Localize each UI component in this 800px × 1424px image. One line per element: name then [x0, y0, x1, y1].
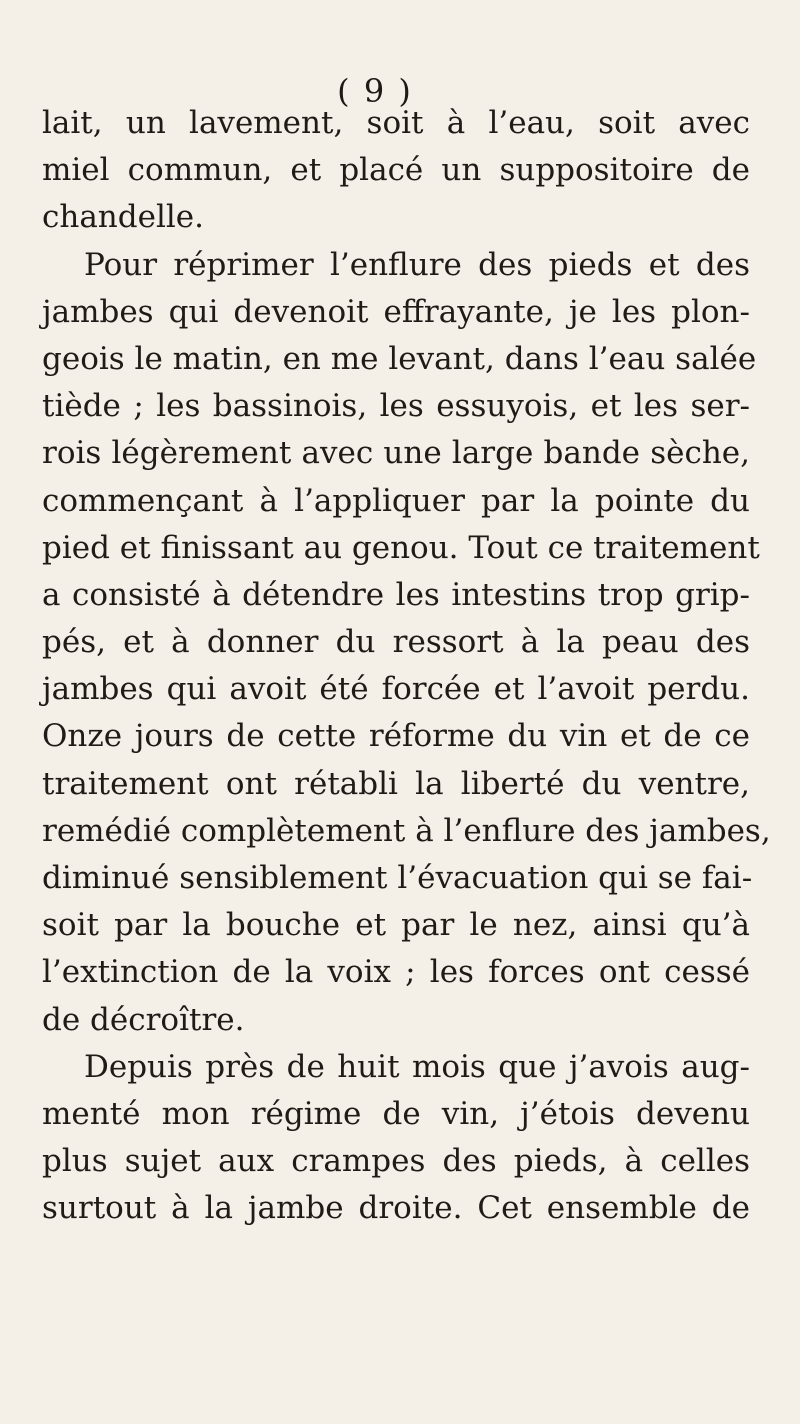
- text-line: menté mon régime de vin, j’étois devenu: [42, 1095, 750, 1132]
- text-line: a consisté à détendre les intestins trop grip-: [42, 576, 750, 613]
- text-line: pied et finissant au genou. Tout ce traitement: [42, 529, 760, 566]
- text-line: Depuis près de huit mois que j’avois aug-: [84, 1048, 750, 1085]
- page-number: ( 9 ): [337, 72, 413, 110]
- text-line: plus sujet aux crampes des pieds, à celles: [42, 1143, 750, 1180]
- text-line: l’extinction de la voix ; les forces ont cessé: [42, 954, 750, 991]
- text-line: rois légèrement avec une large bande sèche,: [42, 435, 750, 472]
- text-line: surtout à la jambe droite. Cet ensemble de: [42, 1190, 750, 1227]
- text-line: chandelle.: [42, 199, 204, 236]
- text-line: lait, un lavement, soit à l’eau, soit avec: [42, 105, 750, 141]
- text-line: de décroître.: [42, 1001, 245, 1038]
- text-line: soit par la bouche et par le nez, ainsi qu’à: [42, 907, 750, 944]
- text-line: Pour réprimer l’enflure des pieds et des: [84, 246, 750, 283]
- text-line: jambes qui avoit été forcée et l’avoit perdu.: [42, 671, 750, 708]
- text-line: traitement ont rétabli la liberté du ventre,: [42, 765, 750, 802]
- text-line: Onze jours de cette réforme du vin et de ce: [42, 718, 750, 755]
- text-line: commençant à l’appliquer par la pointe du: [42, 482, 750, 519]
- text-line: geois le matin, en me levant, dans l’eau salée: [42, 340, 757, 377]
- text-line: diminué sensiblement l’évacuation qui se fai-: [42, 860, 753, 896]
- text-line: tiède ; les bassinois, les essuyois, et les ser-: [42, 388, 750, 425]
- text-line: remédié complètement à l’enflure des jambes,: [42, 812, 771, 849]
- text-line: miel commun, et placé un suppositoire de: [42, 152, 750, 189]
- text-line: pés, et à donner du ressort à la peau des: [42, 624, 750, 661]
- text-line: jambes qui devenoit effrayante, je les plon-: [42, 293, 750, 330]
- body-text: [42, 100, 771, 1233]
